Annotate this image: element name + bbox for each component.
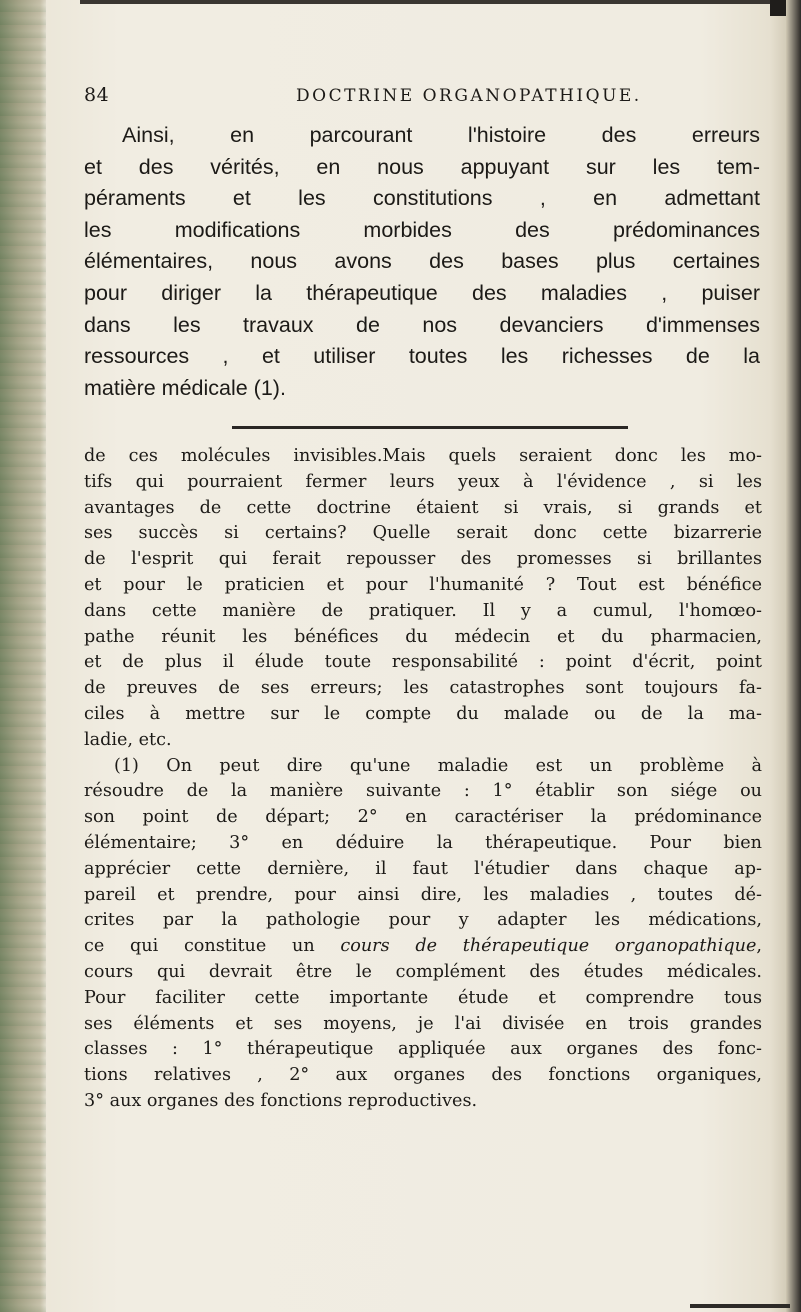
footnote-line: ses succès si certains? Quelle serait donc cette bizarrerie <box>84 523 762 544</box>
footnote-1-line: son point de départ; 2° en caractériser la prédominance <box>84 807 762 828</box>
footnote-line: dans cette manière de pratiquer. Il y a cumul, l'homœo- <box>84 600 762 621</box>
footnote-1-line: élémentaire; 3° en déduire la thérapeutique. Pour bien <box>84 832 762 853</box>
footnotes <box>84 444 762 1115</box>
main-paragraph <box>84 120 760 404</box>
footnote-1-line: cours qui devrait être le complément des études médicales. <box>84 961 762 982</box>
footnote-1-line: apprécier cette dernière, il faut l'étudier dans chaque ap- <box>84 858 762 879</box>
footnote-line: ladie, etc. <box>84 729 172 750</box>
footnote-1-line: résoudre de la manière suivante : 1° établir son siége ou <box>84 781 762 802</box>
body-line: matière médicale (1). <box>84 375 286 400</box>
page-number: 84 <box>84 84 110 106</box>
footnote-line: pathe réunit les bénéfices du médecin et du pharmacien, <box>84 626 762 647</box>
footnote-1-line: Pour faciliter cette importante étude et comprendre tous <box>84 987 762 1008</box>
body-line: élémentaires, nous avons des bases plus certaines <box>84 249 760 274</box>
footnote-line: de ces molécules invisibles.Mais quels seraient donc les mo- <box>84 446 762 466</box>
body-line: Ainsi, en parcourant l'histoire des erreurs <box>122 123 760 147</box>
footnote-1-line: (1) On peut dire qu'une maladie est un problème à <box>114 755 762 776</box>
footnote-1-line: classes : 1° thérapeutique appliquée aux organes des fonc- <box>84 1039 762 1060</box>
body-line: les modifications morbides des prédominances <box>84 217 760 242</box>
footnote-line: de l'esprit qui ferait repousser des promesses si brillantes <box>84 549 762 570</box>
footnote-1-line: tions relatives , 2° aux organes des fonctions organiques, <box>84 1065 762 1086</box>
right-page-edge <box>786 0 801 1312</box>
footnote-line: et pour le praticien et pour l'humanité ? Tout est bénéfice <box>84 574 762 595</box>
footnote-separator <box>232 426 628 429</box>
footnote-line: ciles à mettre sur le compte du malade ou de la ma- <box>84 703 762 724</box>
footnote-1-line: ses éléments et ses moyens, je l'ai divisée en trois grandes <box>84 1013 762 1034</box>
top-edge-shadow <box>80 0 770 4</box>
footnote-1-line: 3° aux organes des fonctions reproductives. <box>84 1090 478 1111</box>
body-line: dans les travaux de nos devanciers d'immenses <box>84 312 760 337</box>
footnote-1-line: crites par la pathologie pour y adapter les médications, <box>84 910 762 931</box>
body-line: péraments et les constitutions , en admettant <box>84 186 760 211</box>
page-header <box>84 84 744 114</box>
footnote-line: de preuves de ses erreurs; les catastrophes sont toujours fa- <box>84 678 762 699</box>
bottom-edge-shadow <box>690 1304 790 1308</box>
footnote-line: tifs qui pourraient fermer leurs yeux à l'évidence , si les <box>84 471 762 492</box>
footnote-1-text: , <box>756 936 762 957</box>
footnote-line: avantages de cette doctrine étaient si vrais, si grands et <box>84 497 762 518</box>
footnote-1-text: ce qui constitue un <box>84 936 341 957</box>
course-title: cours de thérapeutique organopathique <box>340 936 757 957</box>
body-line: pour diriger la thérapeutique des maladies , puiser <box>84 280 760 305</box>
footnote-1-line: pareil et prendre, pour ainsi dire, les maladies , toutes dé- <box>84 884 762 905</box>
body-line: ressources , et utiliser toutes les richesses de la <box>84 344 760 369</box>
body-line: et des vérités, en nous appuyant sur les tem- <box>84 154 760 179</box>
footnote-line: et de plus il élude toute responsabilité : point d'écrit, point <box>84 652 762 673</box>
running-head: DOCTRINE ORGANOPATHIQUE. <box>296 86 642 106</box>
footnote-1-line-with-title <box>84 934 762 960</box>
page-binding-edge <box>0 0 46 1312</box>
